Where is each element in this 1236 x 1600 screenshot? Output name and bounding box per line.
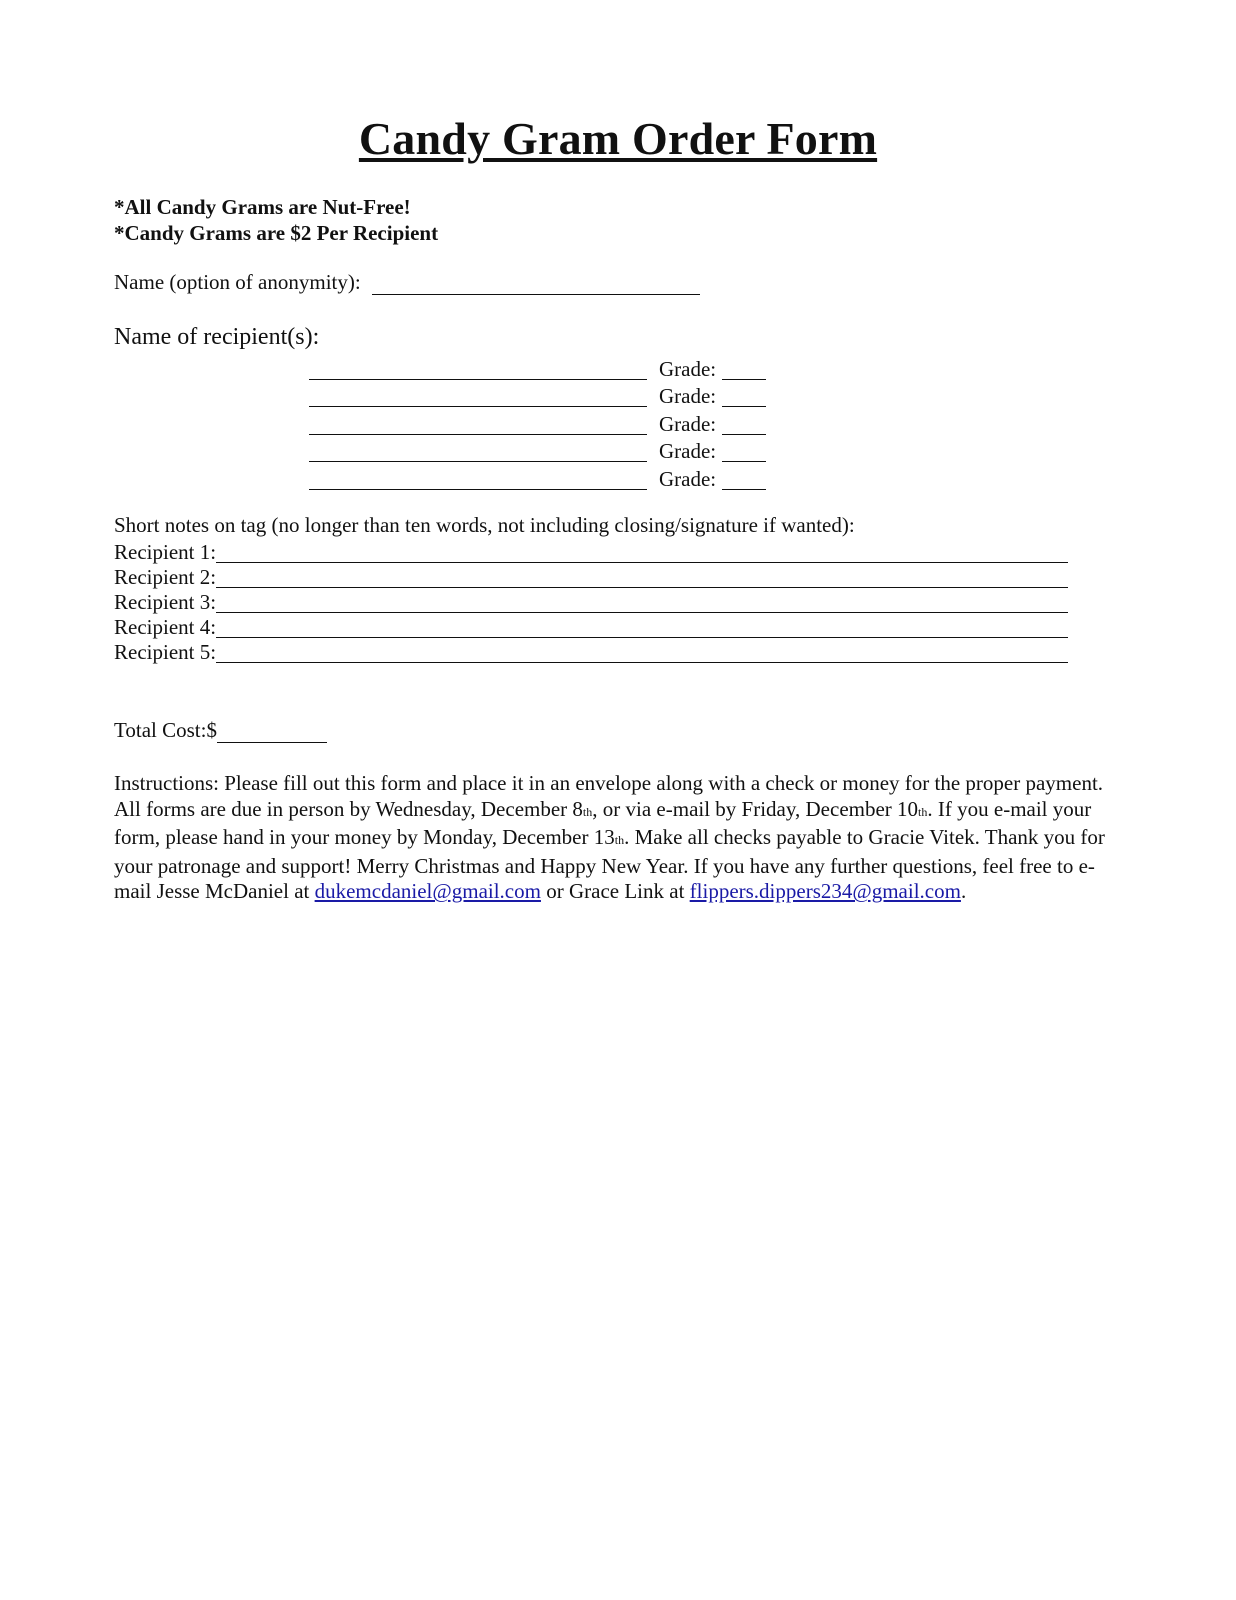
instructions-text-1: Instructions: Please fill out this form and place it in an envelope along with a check or money for the proper payment. All forms are due in person by Wednesday, December 8 xyxy=(114,771,1104,821)
recipient-row xyxy=(309,435,779,463)
price-note: *Candy Grams are $2 Per Recipient xyxy=(114,221,439,245)
email-link-grace[interactable]: flippers.dippers234@gmail.com xyxy=(689,879,961,904)
nut-free-note: *All Candy Grams are Nut-Free! xyxy=(114,195,411,219)
note-blank[interactable] xyxy=(216,542,1068,563)
grade-blank[interactable] xyxy=(722,357,766,380)
total-cost-blank[interactable] xyxy=(217,722,327,743)
email-link-jesse[interactable]: dukemcdaniel@gmail.com xyxy=(314,879,541,904)
instructions-paragraph xyxy=(114,771,1114,905)
recipient-row xyxy=(309,462,779,490)
recipients-label: Name of recipient(s): xyxy=(114,324,320,350)
instructions-text-5: or Grace Link at xyxy=(540,879,690,904)
recipient-name-blank[interactable] xyxy=(309,357,647,380)
ordinal-suffix: th xyxy=(614,833,625,848)
note-label: Recipient 2: xyxy=(114,565,217,589)
grade-blank[interactable] xyxy=(722,467,766,490)
sender-name-blank[interactable] xyxy=(372,272,700,295)
instructions-text-2: , or via e-mail by Friday, December 10 xyxy=(592,796,919,821)
note-row xyxy=(114,588,1074,613)
grade-label: Grade: xyxy=(659,356,717,381)
note-blank[interactable] xyxy=(216,617,1068,638)
recipient-row xyxy=(309,352,779,380)
note-row xyxy=(114,638,1074,663)
grade-blank[interactable] xyxy=(722,439,766,462)
page-title: Candy Gram Order Form xyxy=(358,113,878,164)
note-blank[interactable] xyxy=(216,567,1068,588)
instructions-text-6: . xyxy=(960,879,967,904)
short-notes-heading: Short notes on tag (no longer than ten words, not including closing/signature if wanted): xyxy=(114,513,855,537)
short-notes-section xyxy=(114,513,1074,663)
total-cost-row xyxy=(114,718,327,743)
instructions-text-4: . Make all checks payable to Gracie Vitek. Thank you for your patronage and support! Merry Christmas and Happy New Year. If you have any further questions, feel free to e-mail Jesse McDaniel at xyxy=(114,825,1105,904)
note-row xyxy=(114,613,1074,638)
note-row xyxy=(114,538,1074,563)
note-label: Recipient 5: xyxy=(114,640,217,664)
grade-label: Grade: xyxy=(659,411,717,436)
recipient-name-blank[interactable] xyxy=(309,384,647,407)
grade-blank[interactable] xyxy=(722,412,766,435)
recipient-row xyxy=(309,380,779,408)
note-blank[interactable] xyxy=(216,592,1068,613)
recipient-name-blank[interactable] xyxy=(309,467,647,490)
sender-name-row xyxy=(114,270,700,295)
grade-label: Grade: xyxy=(659,466,717,491)
recipient-name-blank[interactable] xyxy=(309,439,647,462)
total-cost-label: Total Cost:$ xyxy=(114,718,217,742)
recipients-list xyxy=(309,352,779,490)
instructions-text-3: . If you e-mail your form, please hand in your money by Monday, December 13 xyxy=(114,796,1092,850)
note-blank[interactable] xyxy=(216,642,1068,663)
ordinal-suffix: th xyxy=(918,804,928,819)
recipient-row xyxy=(309,407,779,435)
recipient-name-blank[interactable] xyxy=(309,412,647,435)
grade-blank[interactable] xyxy=(722,384,766,407)
notes-block xyxy=(114,194,438,246)
note-row xyxy=(114,563,1074,588)
ordinal-suffix: th xyxy=(582,804,593,819)
grade-label: Grade: xyxy=(659,384,717,408)
note-label: Recipient 1: xyxy=(114,540,217,564)
grade-label: Grade: xyxy=(659,439,717,463)
note-label: Recipient 3: xyxy=(114,590,217,614)
sender-name-label: Name (option of anonymity): xyxy=(114,270,361,294)
note-label: Recipient 4: xyxy=(114,615,217,639)
